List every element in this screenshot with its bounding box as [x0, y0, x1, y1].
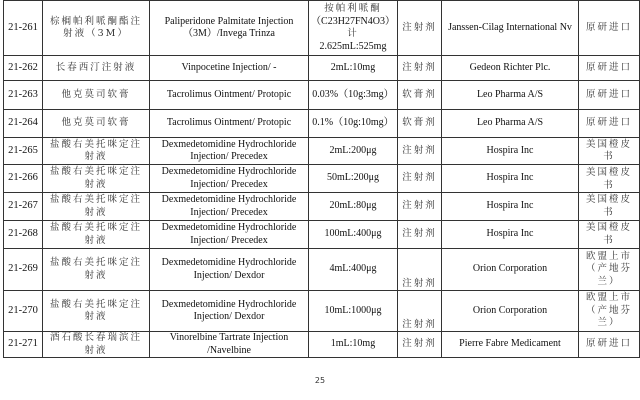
specification: 20mL:80μg	[309, 193, 398, 221]
source-category: 美国橙皮书	[579, 165, 640, 193]
specification: 2mL:200μg	[309, 138, 398, 165]
chinese-name: 他克莫司软膏	[43, 110, 150, 138]
spec-line: 计	[347, 28, 359, 39]
table-row	[4, 332, 640, 358]
company: Pierre Fabre Medicament	[442, 332, 579, 358]
source-category: 欧盟上市（产地芬兰）	[579, 249, 640, 291]
table-row	[4, 291, 640, 332]
english-name: Dexmedetomidine Hydrochloride Injection/ Dexdor	[150, 249, 309, 291]
source-category: 美国橙皮书	[579, 193, 640, 221]
company: Orion Corporation	[442, 291, 579, 332]
english-name: Dexmedetomidine Hydrochloride Injection/ Precedex	[150, 138, 309, 165]
table-row	[4, 165, 640, 193]
table-row	[4, 1, 640, 56]
row-id: 21-271	[4, 332, 43, 358]
company: Hospira Inc	[442, 165, 579, 193]
page-number: 25	[314, 376, 326, 385]
spec-line: 2.625mL:525mg	[319, 40, 387, 52]
source-category: 欧盟上市（产地芬兰）	[579, 291, 640, 332]
source-category: 原研进口	[579, 56, 640, 81]
chinese-name: 盐酸右美托咪定注射液	[43, 165, 150, 193]
specification: 2mL:10mg	[309, 56, 398, 81]
table-row	[4, 221, 640, 249]
english-name: Paliperidone Palmitate Injection（3M）/Invega Trinza	[150, 1, 309, 56]
company: Leo Pharma A/S	[442, 110, 579, 138]
dosage-form: 注射剂	[398, 221, 442, 249]
source-category: 原研进口	[579, 1, 640, 56]
dosage-form: 注射剂	[398, 56, 442, 81]
row-id: 21-264	[4, 110, 43, 138]
specification: 10mL:1000μg	[309, 291, 398, 332]
table-row	[4, 193, 640, 221]
company: Gedeon Richter Plc.	[442, 56, 579, 81]
dosage-form: 注射剂	[398, 291, 442, 332]
chinese-name: 他克莫司软膏	[43, 81, 150, 110]
dosage-form: 注射剂	[398, 165, 442, 193]
chinese-name: 长春西汀注射液	[43, 56, 150, 81]
row-id: 21-267	[4, 193, 43, 221]
english-name: Vinorelbine Tartrate Injection /Navelbine	[150, 332, 309, 358]
chinese-name: 棕榈帕利哌酮酯注射液（3M）	[43, 1, 150, 56]
row-id: 21-263	[4, 81, 43, 110]
row-id: 21-262	[4, 56, 43, 81]
company: Hospira Inc	[442, 221, 579, 249]
chinese-name: 酒石酸长春瑞滨注射液	[43, 332, 150, 358]
english-name: Dexmedetomidine Hydrochloride Injection/ Precedex	[150, 193, 309, 221]
dosage-form: 注射剂	[398, 138, 442, 165]
source-category: 美国橙皮书	[579, 221, 640, 249]
row-id: 21-266	[4, 165, 43, 193]
english-name: Dexmedetomidine Hydrochloride Injection/ Precedex	[150, 221, 309, 249]
specification: 100mL:400μg	[309, 221, 398, 249]
row-id: 21-270	[4, 291, 43, 332]
english-name: Dexmedetomidine Hydrochloride Injection/ Precedex	[150, 165, 309, 193]
row-id: 21-261	[4, 1, 43, 56]
company: Hospira Inc	[442, 138, 579, 165]
company: Janssen-Cilag International Nv	[442, 1, 579, 56]
row-id: 21-265	[4, 138, 43, 165]
dosage-form: 注射剂	[398, 1, 442, 56]
row-id: 21-269	[4, 249, 43, 291]
spec-line: （C23H27FN4O3）	[311, 15, 395, 27]
company: Leo Pharma A/S	[442, 81, 579, 110]
dosage-form: 软膏剂	[398, 81, 442, 110]
dosage-form: 软膏剂	[398, 110, 442, 138]
dosage-form: 注射剂	[398, 332, 442, 358]
chinese-name: 盐酸右美托咪定注射液	[43, 291, 150, 332]
table-row	[4, 138, 640, 165]
table-row	[4, 110, 640, 138]
specification: 0.1%（10g:10mg）	[309, 110, 398, 138]
english-name: Tacrolimus Ointment/ Protopic	[150, 81, 309, 110]
specification: 1mL:10mg	[309, 332, 398, 358]
source-category: 美国橙皮书	[579, 138, 640, 165]
dosage-form: 注射剂	[398, 249, 442, 291]
drug-list-table	[3, 0, 640, 358]
english-name: Tacrolimus Ointment/ Protopic	[150, 110, 309, 138]
company: Orion Corporation	[442, 249, 579, 291]
spec-line: 按帕利哌酮	[324, 3, 382, 14]
row-id: 21-268	[4, 221, 43, 249]
source-category: 原研进口	[579, 332, 640, 358]
specification: 4mL:400μg	[309, 249, 398, 291]
dosage-form: 注射剂	[398, 193, 442, 221]
chinese-name: 盐酸右美托咪定注射液	[43, 221, 150, 249]
table-row	[4, 56, 640, 81]
source-category: 原研进口	[579, 81, 640, 110]
source-category: 原研进口	[579, 110, 640, 138]
english-name: Vinpocetine Injection/ -	[150, 56, 309, 81]
company: Hospira Inc	[442, 193, 579, 221]
specification: 50mL:200μg	[309, 165, 398, 193]
english-name: Dexmedetomidine Hydrochloride Injection/ Dexdor	[150, 291, 309, 332]
table-row	[4, 249, 640, 291]
table-row	[4, 81, 640, 110]
chinese-name: 盐酸右美托咪定注射液	[43, 138, 150, 165]
chinese-name: 盐酸右美托咪定注射液	[43, 249, 150, 291]
specification	[309, 1, 398, 56]
specification: 0.03%（10g:3mg）	[309, 81, 398, 110]
chinese-name: 盐酸右美托咪定注射液	[43, 193, 150, 221]
